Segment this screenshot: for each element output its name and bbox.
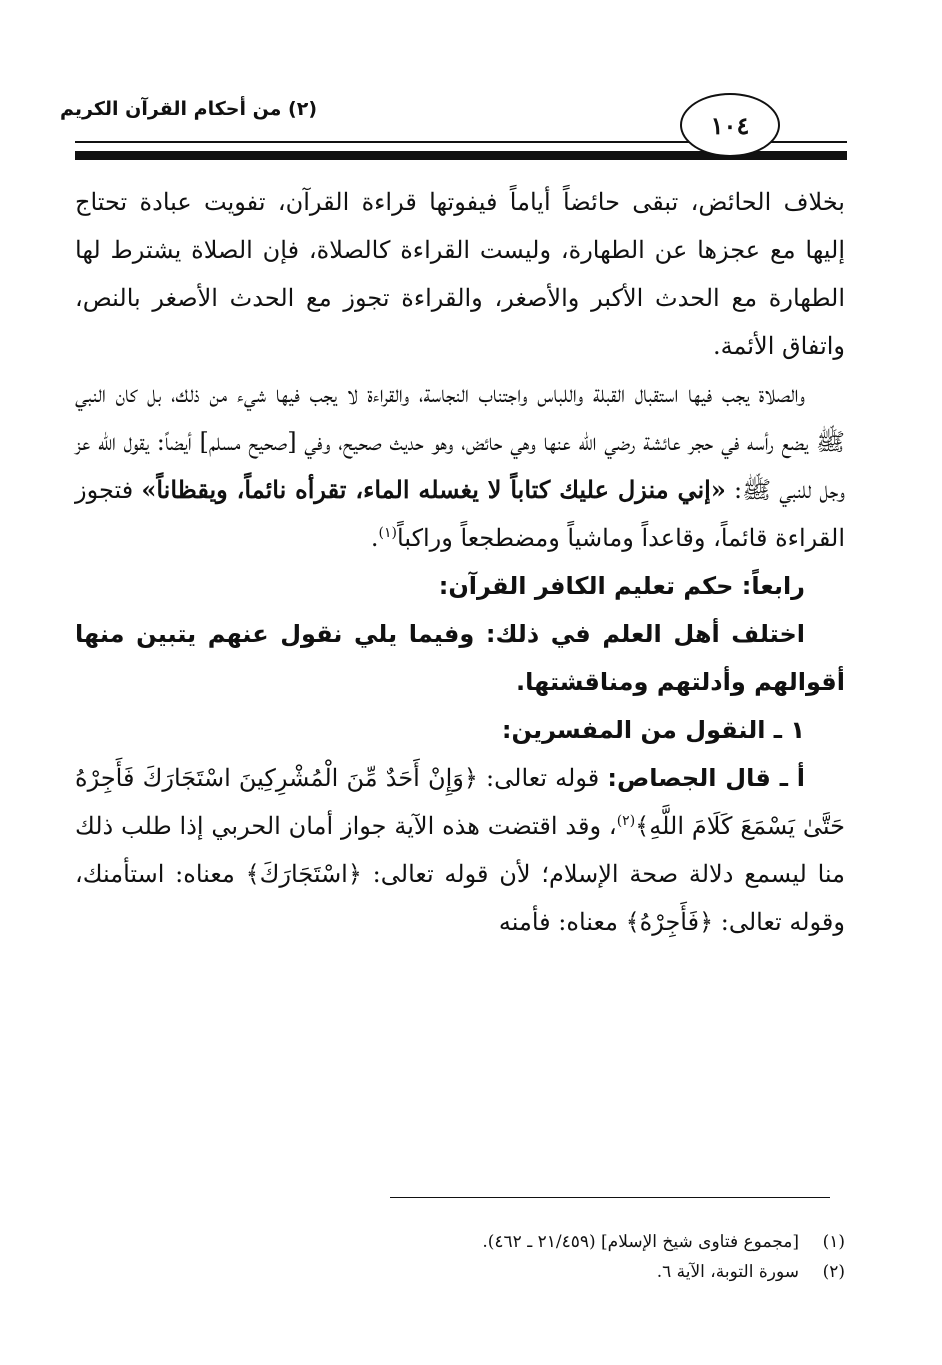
footnote-1-text: [مجموع فتاوى شيخ الإسلام] (٢١/٤٥٩ ـ ٤٦٢). bbox=[482, 1232, 799, 1252]
item-a-text-1: قوله تعالى: ﴿وَإِنْ أَحَدٌ مِّنَ الْمُشْرِكِينَ اسْتَجَارَكَ فَأَجِرْهُ حَتَّىٰ يَسْمَعَ كَلَامَ اللَّهِ﴾ bbox=[75, 764, 846, 840]
paragraph-2-text-a: والصلاة يجب فيها استقبال القبلة واللباس واجتناب النجاسة، والقراءة لا يجب فيها شيء من ذلك، بل كان النبي ﷺ يضع رأسه في حجر عائشة رضي الله عنها وهي حائض، وهو حديث صحيح، وفي [صحيح مسلم] أيضاً: يقول الله عز وجل للنبي ﷺ: bbox=[75, 380, 846, 504]
footnote-1-number: (١) bbox=[822, 1232, 845, 1252]
paragraph-2 bbox=[75, 370, 845, 562]
subsection-heading-1: ١ ـ النقول من المفسرين: bbox=[501, 716, 805, 744]
body-text bbox=[75, 178, 845, 946]
footnote-2-text: سورة التوبة، الآية ٦. bbox=[656, 1262, 799, 1282]
footnote-ref-1: (١) bbox=[378, 525, 398, 541]
item-a-label: أ ـ قال الجصاص: bbox=[607, 764, 806, 792]
footnote-2-number: (٢) bbox=[822, 1262, 845, 1282]
running-title: (٢) من أحكام القرآن الكريم bbox=[60, 98, 318, 120]
footnote-1 bbox=[75, 1227, 845, 1257]
footnotes bbox=[75, 1227, 845, 1287]
intro-paragraph: اختلف أهل العلم في ذلك: وفيما يلي نقول عنهم يتبين منها أقوالهم وأدلتهم ومناقشتها. bbox=[75, 620, 845, 696]
item-a-text-2: ، وقد اقتضت هذه الآية جواز أمان الحربي إذا طلب ذلك منا ليسمع دلالة صحة الإسلام؛ لأن قوله تعالى: ﴿اسْتَجَارَكَ﴾ معناه: استأمنك، وقوله تعالى: ﴿فَأَجِرْهُ﴾ معناه: فأمنه bbox=[75, 812, 845, 936]
section-heading-4: رابعاً: حكم تعليم الكافر القرآن: bbox=[438, 572, 805, 600]
paragraph-2-end: . bbox=[370, 524, 379, 552]
item-a-paragraph bbox=[75, 754, 845, 946]
page-number-oval bbox=[680, 93, 780, 157]
footnote-2 bbox=[75, 1257, 845, 1287]
page-header bbox=[0, 0, 942, 170]
footnote-separator bbox=[390, 1197, 830, 1198]
hadith-quote: «إني منزل عليك كتاباً لا يغسله الماء، تقرأه نائماً، ويقظاناً» bbox=[141, 475, 726, 504]
page-number: ١٠٤ bbox=[710, 110, 750, 140]
paragraph-2-text-b: فتجوز القراءة قائماً، وقاعداً وماشياً ومضطجعاً وراكباً bbox=[75, 476, 845, 552]
paragraph-1: بخلاف الحائض، تبقى حائضاً أياماً فيفوتها قراءة القرآن، تفويت عبادة تحتاج إليها مع عجزها عن الطهارة، وليست القراءة كالصلاة، فإن الصلاة يشترط لها الطهارة مع الحدث الأكبر والأصغر، والقراءة تجوز مع الحدث الأصغر بالنص، واتفاق الأئمة. bbox=[75, 188, 845, 360]
footnote-ref-2: (٢) bbox=[616, 813, 636, 829]
